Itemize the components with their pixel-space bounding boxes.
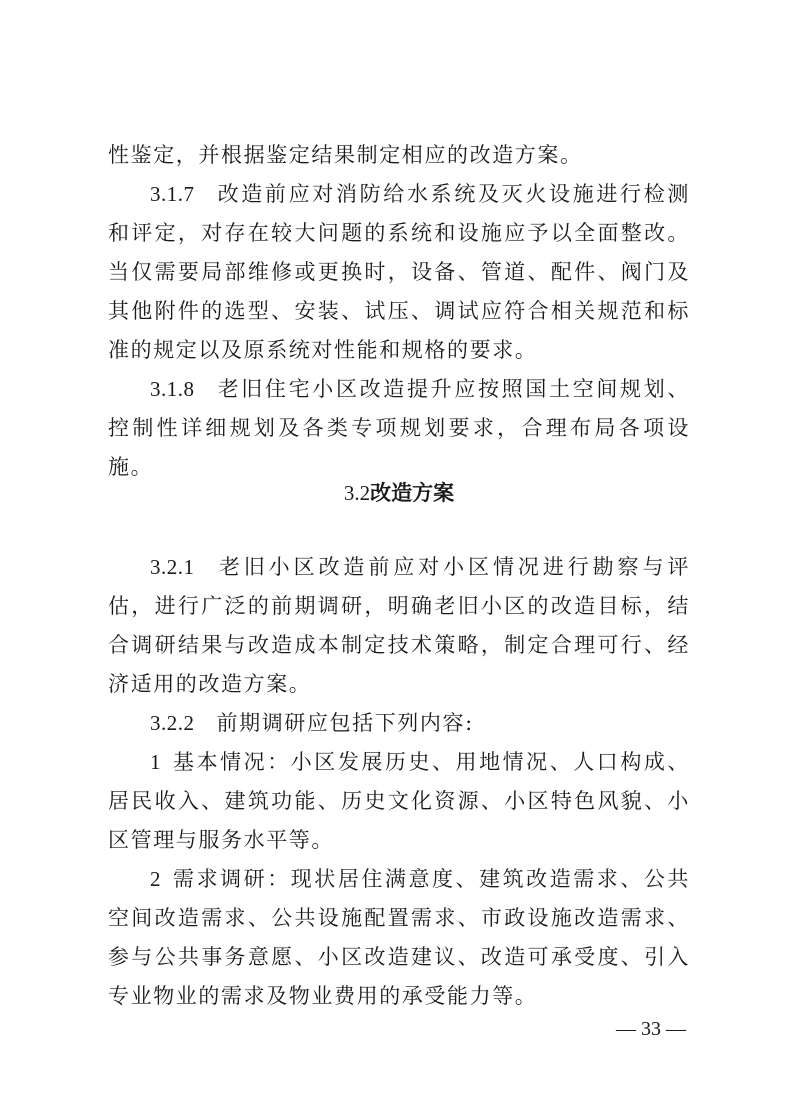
section-heading [108, 474, 690, 513]
clause-text: 老旧住宅小区改造提升应按照国土空间规划、控制性详细规划及各类专项规划要求，合理布局各项设施。 [108, 377, 690, 479]
list-item-number: 1 [150, 750, 163, 774]
clause-number: 3.1.8 [150, 377, 195, 401]
clause-3-1-8 [108, 370, 690, 487]
list-item-text: 基本情况：小区发展历史、用地情况、人口构成、居民收入、建筑功能、历史文化资源、小区特色风貌、小区管理与服务水平等。 [108, 750, 690, 852]
list-item-number: 2 [150, 867, 163, 891]
clause-3-1-7 [108, 175, 690, 370]
section-number: 3.2 [343, 481, 371, 505]
clause-text: 改造前应对消防给水系统及灭火设施进行检测和评定，对存在较大问题的系统和设施应予以全面整改。当仅需要局部维修或更换时，设备、管道、配件、阀门及其他附件的选型、安装、试压、调试应符合相关规范和标准的规定以及原系统对性能和规格的要求。 [108, 182, 690, 362]
paragraph-text: 性鉴定，并根据鉴定结果制定相应的改造方案。 [108, 143, 583, 167]
clause-text: 前期调研应包括下列内容: [216, 711, 474, 735]
list-item-basic-info [108, 743, 690, 860]
list-item-text: 需求调研：现状居住满意度、建筑改造需求、公共空间改造需求、公共设施配置需求、市政设施改造需求、参与公共事务意愿、小区改造建议、改造可承受度、引入专业物业的需求及物业费用的承受能力等。 [108, 867, 690, 1008]
page-number: — 33 — [616, 1018, 686, 1040]
paragraph-continuation [108, 136, 690, 175]
clause-number: 3.2.1 [150, 555, 195, 579]
clause-3-2-2 [108, 704, 690, 743]
clause-number: 3.2.2 [150, 711, 195, 735]
section-title-text: 改造方案 [370, 481, 455, 505]
clause-number: 3.1.7 [150, 182, 195, 206]
clause-text: 老旧小区改造前应对小区情况进行勘察与评估，进行广泛的前期调研，明确老旧小区的改造目标，结合调研结果与改造成本制定技术策略，制定合理可行、经济适用的改造方案。 [108, 555, 690, 696]
clause-3-2-1 [108, 548, 690, 704]
list-item-demand-survey [108, 860, 690, 1016]
